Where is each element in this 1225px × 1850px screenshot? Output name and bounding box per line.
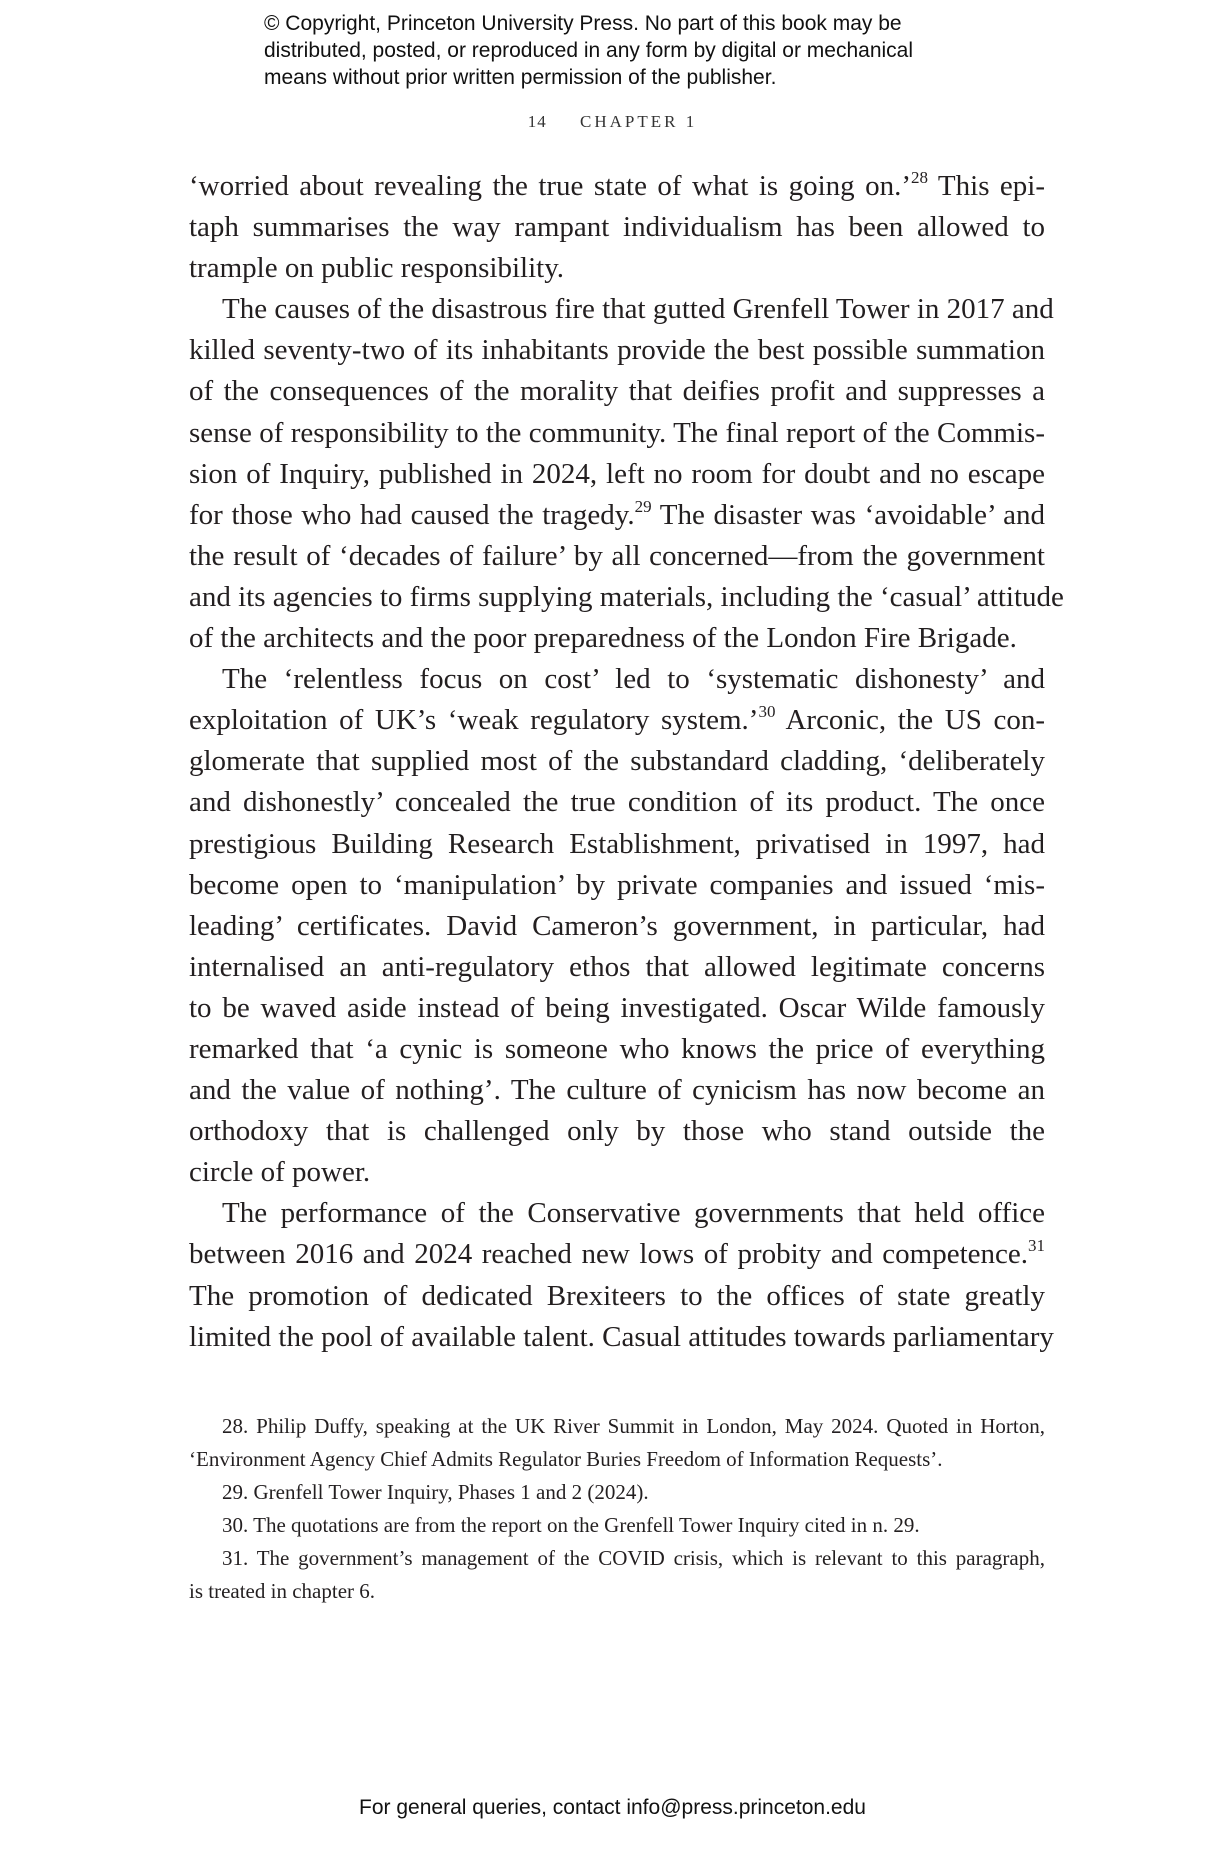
text-line: sion of Inquiry, published in 2024, left no room for doubt and no escape: [189, 457, 1045, 490]
text-line: the result of ‘decades of failure’ by all concerned—from the government: [189, 539, 1045, 572]
footnote-marker[interactable]: 30: [758, 702, 776, 722]
text-line: and its agencies to firms supplying materials, including the ‘casual’ attitude: [189, 580, 1064, 613]
page-number: 14: [527, 112, 547, 131]
text-line: The causes of the disastrous fire that gutted Grenfell Tower in 2017 and: [222, 293, 1054, 326]
running-head: [0, 112, 1225, 132]
text-line: limited the pool of available talent. Casual attitudes towards parliamentary: [189, 1320, 1054, 1353]
footnote-28-cont: ‘Environment Agency Chief Admits Regulator Buries Freedom of Information Requests’.: [189, 1447, 943, 1471]
copyright-line: distributed, posted, or reproduced in any form by digital or mechanical: [264, 39, 914, 62]
text-line: killed seventy-two of its inhabitants provide the best possible summation: [189, 334, 1045, 367]
text-line: orthodoxy that is challenged only by those who stand outside the: [189, 1115, 1045, 1148]
text-line: for those who had caused the tragedy.$^{29}$ The disaster was ‘avoidable’ and: [189, 496, 1046, 531]
text-line: ‘worried about revealing the true state of what is going on.’$^{28}$ This epi-: [189, 168, 1046, 202]
footnote-marker[interactable]: 28: [911, 168, 929, 187]
text-line: internalised an anti-regulatory ethos that allowed legitimate concerns: [189, 950, 1045, 983]
text-line: exploitation of UK’s ‘weak regulatory system.’$^{30}$ Arconic, the US con-: [189, 702, 1045, 737]
text-line: and the value of nothing’. The culture of cynicism has now become an: [189, 1074, 1045, 1107]
copyright-line: means without prior written permission of the publisher.: [264, 66, 777, 89]
publisher-contact: For general queries, contact info@press.princeton.edu: [359, 1796, 866, 1819]
text-line: to be waved aside instead of being investigated. Oscar Wilde famously: [189, 991, 1045, 1024]
footnotes: [189, 1410, 1045, 1608]
text-line: The promotion of dedicated Brexiteers to the offices of state greatly: [189, 1279, 1045, 1312]
text-line: of the architects and the poor preparedness of the London Fire Brigade.: [189, 622, 1017, 655]
text-line: become open to ‘manipulation’ by private companies and issued ‘mis-: [189, 868, 1045, 901]
footnote-28: 28. Philip Duffy, speaking at the UK River Summit in London, May 2024. Quoted in Horton,: [222, 1414, 1045, 1438]
text-line: leading’ certificates. David Cameron’s government, in particular, had: [189, 909, 1045, 942]
text-line: between 2016 and 2024 reached new lows of probity and competence.$^{31}$: [189, 1236, 1045, 1271]
body-text: [189, 166, 1064, 1358]
copyright-line: © Copyright, Princeton University Press. No part of this book may be: [264, 12, 902, 35]
footnote-29: 29. Grenfell Tower Inquiry, Phases 1 and 2 (2024).: [222, 1480, 649, 1504]
text-line: sense of responsibility to the community. The final report of the Commis-: [189, 416, 1045, 449]
text-line: glomerate that supplied most of the substandard cladding, ‘deliberately: [189, 745, 1045, 778]
chapter-label: CHAPTER 1: [580, 112, 698, 131]
text-line: circle of power.: [189, 1156, 371, 1189]
footnote-31-cont: is treated in chapter 6.: [189, 1579, 376, 1603]
text-line: taph summarises the way rampant individualism has been allowed to: [189, 211, 1045, 244]
footnote-marker[interactable]: 29: [634, 496, 652, 516]
footnote-marker[interactable]: 31: [1028, 1236, 1045, 1256]
text-line: of the consequences of the morality that deifies profit and suppresses a: [189, 375, 1045, 408]
footnote-30: 30. The quotations are from the report on the Grenfell Tower Inquiry cited in n. 29.: [222, 1513, 920, 1537]
copyright-notice: [264, 10, 984, 91]
text-line: prestigious Building Research Establishment, privatised in 1997, had: [189, 827, 1045, 860]
text-line: remarked that ‘a cynic is someone who knows the price of everything: [189, 1032, 1045, 1065]
text-line: and dishonestly’ concealed the true condition of its product. The once: [189, 786, 1045, 819]
text-line: trample on public responsibility.: [189, 252, 565, 285]
footnote-31: 31. The government’s management of the COVID crisis, which is relevant to this paragraph,: [222, 1546, 1045, 1570]
text-line: The performance of the Conservative governments that held office: [222, 1197, 1045, 1230]
text-line: The ‘relentless focus on cost’ led to ‘systematic dishonesty’ and: [222, 663, 1045, 696]
